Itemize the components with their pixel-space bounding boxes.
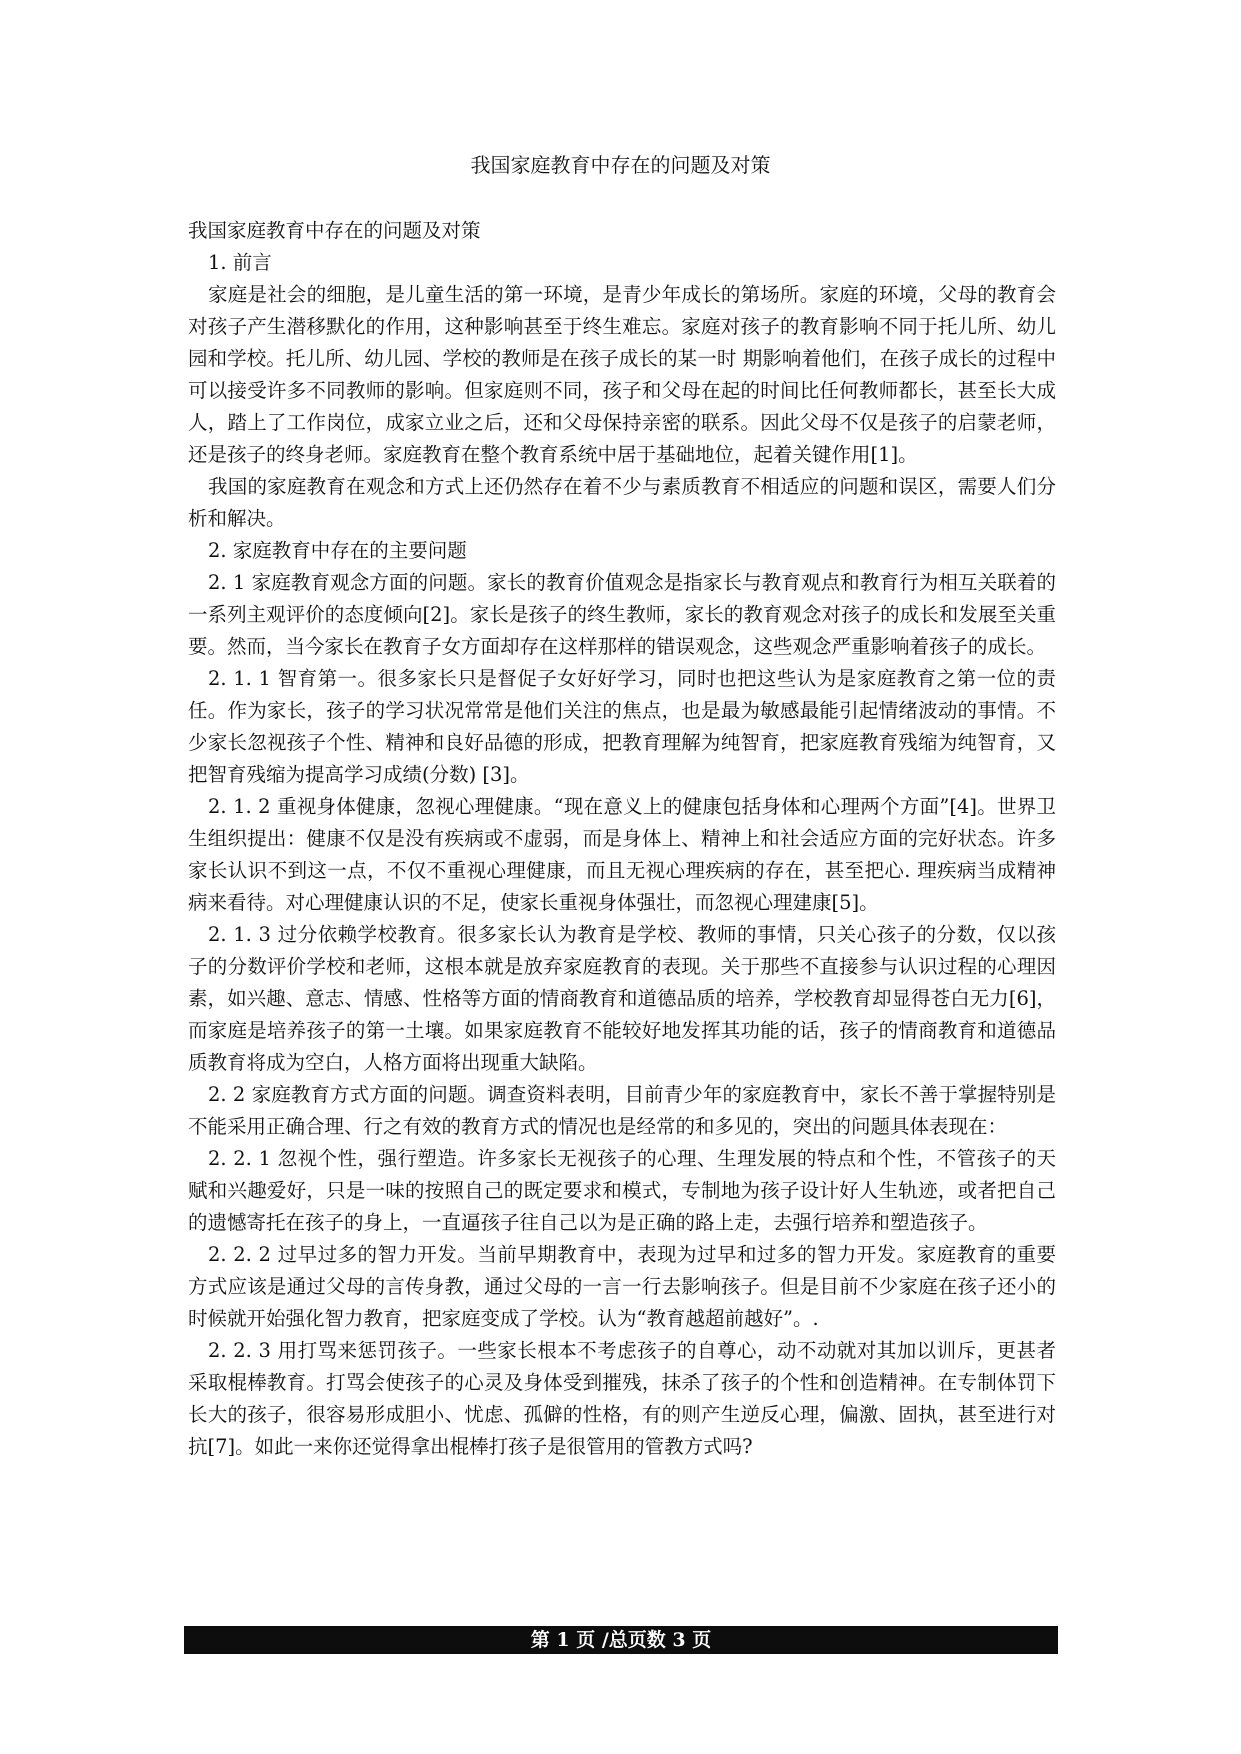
paragraph: 2. 1. 3 过分依赖学校教育。很多家长认为教育是学校、教师的事情，只关心孩子的分数，仅以孩子的分数评价学校和老师，这根本就是放弃家庭教育的表现。关于那些不直接参与认识过程的心理因素，如兴趣、意志、情感、性格等方面的情商教育和道德品质的培养，学校教育却显得苍白无力[6]，而家庭是培养孩子的第一土壤。如果家庭教育不能较好地发挥其功能的话，孩子的情商教育和道德品质教育将成为空白，人格方面将出现重大缺陷。 [188,923,1056,1074]
page-number-label: 第 1 页 /总页数 3 页 [530,1629,712,1651]
paragraph: 家庭是社会的细胞，是儿童生活的第一环境，是青少年成长的第场所。家庭的环境，父母的教育会对孩子产生潜移默化的作用，这种影响甚至于终生难忘。家庭对孩子的教育影响不同于托儿所、幼儿园和学校。托儿所、幼儿园、学校的教师是在孩子成长的某一时 期影响着他们，在孩子成长的过程中可以接受许多不同教师的影响。但家庭则不同，孩子和父母在起的时间比任何教师都长，甚至长大成人，踏上了工作岗位，成家立业之后，还和父母保持亲密的联系。因此父母不仅是孩子的启蒙老师，还是孩子的终身老师。家庭教育在整个教育系统中居于基础地位，起着关键作用[1]。 [188,283,1056,466]
document-body [188,215,1056,1463]
paragraph: 2. 1. 1 智育第一。很多家长只是督促子女好好学习，同时也把这些认为是家庭教育之第一位的责任。作为家长，孩子的学习状况常常是他们关注的焦点，也是最为敏感最能引起情绪波动的事情。不少家长忽视孩子个性、精神和良好品德的形成，把教育理解为纯智育，把家庭教育残缩为纯智育，又把智育残缩为提高学习成绩(分数) [3]。 [188,667,1056,786]
page-title: 我国家庭教育中存在的问题及对策 [470,153,771,177]
paragraph: 2. 1. 2 重视身体健康，忽视心理健康。“现在意义上的健康包括身体和心理两个方面”[4]。世界卫生组织提出：健康不仅是没有疾病或不虚弱，而是身体上、精神上和社会适应方面的完好状态。许多家长认识不到这一点，不仅不重视心理健康，而且无视心理疾病的存在，甚至把心. 理疾病当成精神病来看待。对心理健康认识的不足，使家长重视身体强壮，而忽视心理建康[5]。 [188,795,1056,914]
section-heading-problems: 2. 家庭教育中存在的主要问题 [208,539,467,562]
paragraph: 2. 2. 3 用打骂来惩罚孩子。一些家长根本不考虑孩子的自尊心，动不动就对其加以训斥，更甚者采取棍棒教育。打骂会使孩子的心灵及身体受到摧残，抹杀了孩子的个性和创造精神。在专制体罚下长大的孩子，很容易形成胆小、忧虑、孤僻的性格，有的则产生逆反心理，偏激、固执，甚至进行对抗[7]。如此一来你还觉得拿出棍棒打孩子是很管用的管教方式吗? [188,1339,1056,1458]
paragraph: 我国的家庭教育在观念和方式上还仍然存在着不少与素质教育不相适应的问题和误区，需要人们分析和解决。 [188,475,1056,530]
paragraph: 2. 2. 1 忽视个性，强行塑造。许多家长无视孩子的心理、生理发展的特点和个性，不管孩子的天赋和兴趣爱好，只是一味的按照自己的既定要求和模式，专制地为孩子设计好人生轨迹，或者把自己的遗憾寄托在孩子的身上，一直逼孩子往自己以为是正确的路上走，去强行培养和塑造孩子。 [188,1147,1056,1234]
paragraph: 2. 1 家庭教育观念方面的问题。家长的教育价值观念是指家长与教育观点和教育行为相互关联着的一系列主观评价的态度倾向[2]。家长是孩子的终生教师，家长的教育观念对孩子的成长和发展至关重要。然而，当今家长在教育子女方面却存在这样那样的错误观念，这些观念严重影响着孩子的成长。 [188,571,1056,658]
page-footer [184,1626,1058,1654]
section-heading-intro: 1. 前言 [208,251,272,274]
paragraph: 2. 2. 2 过早过多的智力开发。当前早期教育中，表现为过早和过多的智力开发。家庭教育的重要方式应该是通过父母的言传身教，通过父母的一言一行去影响孩子。但是目前不少家庭在孩子还小的时候就开始强化智力教育，把家庭变成了学校。认为“教育越超前越好”。. [188,1243,1056,1330]
paragraph: 2. 2 家庭教育方式方面的问题。调查资料表明，目前青少年的家庭教育中，家长不善于掌握特别是不能采用正确合理、行之有效的教育方式的情况也是经常的和多见的，突出的问题具体表现在： [188,1083,1056,1138]
document-subtitle: 我国家庭教育中存在的问题及对策 [188,219,481,242]
